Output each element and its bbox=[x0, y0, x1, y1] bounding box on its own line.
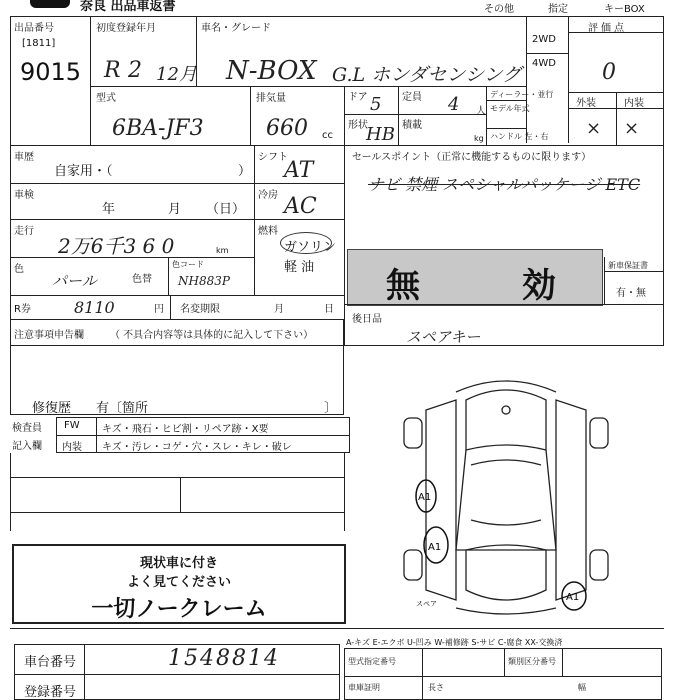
damage-mark-3: A1 bbox=[566, 592, 580, 603]
load-label: 積載 bbox=[402, 120, 422, 131]
history-close: ） bbox=[238, 164, 252, 179]
header-label-keybox: キーBOX bbox=[604, 4, 645, 15]
model-name-value: N-BOX bbox=[226, 56, 317, 86]
inspector-int-items: キズ・汚レ・コゲ・穴・スレ・キレ・破レ bbox=[102, 442, 292, 453]
displacement-value: 660 bbox=[266, 116, 308, 141]
color-label: 色 bbox=[14, 264, 24, 275]
repair-value: 有〔箇所 bbox=[96, 401, 149, 416]
no-claim-notice bbox=[12, 544, 346, 624]
damage-legend: A-キズ E-エクボ U-凹み W-補修跡 S-サビ C-腐食 XX-交換済 bbox=[346, 638, 563, 647]
capacity-label: 定員 bbox=[402, 92, 422, 103]
mileage-value: 2万6千3 6 0 bbox=[58, 234, 175, 258]
registration-label: 初度登録年月 bbox=[96, 23, 156, 34]
recycle-label: R券 bbox=[14, 304, 31, 315]
fuel-diesel: 軽 油 bbox=[284, 260, 315, 275]
header-label-other: その他 bbox=[484, 4, 514, 15]
dealer-label: ディーラー・並行 bbox=[490, 90, 554, 99]
repair-label: 修復歴 bbox=[32, 401, 72, 416]
inspector-int: 内装 bbox=[62, 442, 82, 453]
recycle-unit: 円 bbox=[154, 304, 164, 315]
registration-era: R bbox=[104, 58, 121, 83]
type-value: 6BA-JF3 bbox=[112, 116, 204, 141]
capacity-unit: 人 bbox=[476, 106, 486, 117]
damage-mark-2: A1 bbox=[428, 542, 442, 553]
company-name: 奈良 出品車返書 bbox=[80, 0, 176, 14]
lot-sub: [1811] bbox=[22, 38, 56, 49]
damage-mark-1: A1 bbox=[418, 492, 432, 503]
fuel-circle bbox=[280, 232, 332, 254]
void-stamp bbox=[347, 249, 603, 306]
car-damage-diagram bbox=[396, 370, 656, 620]
inspection-year: 年 bbox=[102, 202, 116, 217]
length-label: 長さ bbox=[428, 683, 444, 692]
options-value: スペアキー bbox=[406, 328, 481, 346]
inspector-fw-items: キズ・飛石・ヒビ割・リペア跡・X要 bbox=[102, 424, 269, 435]
displacement-label: 排気量 bbox=[256, 93, 286, 104]
model-year-label: モデル年式 bbox=[490, 104, 530, 113]
registration-year: 2 bbox=[128, 58, 142, 83]
class-code-label: 類別区分番号 bbox=[508, 657, 556, 666]
grade-eval-label: 評価点 bbox=[588, 23, 627, 34]
aircon-value: AC bbox=[284, 194, 317, 219]
history-value: 自家用・（ bbox=[54, 164, 113, 179]
plate-label: 登録番号 bbox=[24, 685, 77, 700]
repair-close: 〕 bbox=[324, 401, 338, 416]
model-grade-value: G.L ホンダセンシング bbox=[332, 64, 522, 86]
interior-value: × bbox=[624, 118, 640, 139]
type-label: 型式 bbox=[96, 93, 116, 104]
doors-value: 5 bbox=[370, 94, 382, 115]
shape-label: 形状 bbox=[348, 120, 368, 131]
warranty-label: 新車保証書 bbox=[608, 261, 648, 270]
recycle-value: 8110 bbox=[74, 298, 115, 317]
mileage-unit: km bbox=[216, 246, 229, 255]
aircon-label: 冷房 bbox=[258, 190, 278, 201]
width-label: 幅 bbox=[578, 683, 586, 692]
header-label-designated: 指定 bbox=[548, 4, 568, 15]
exterior-value: × bbox=[586, 118, 602, 139]
color-change-label: 色替 bbox=[132, 274, 152, 285]
grade-eval-value: 0 bbox=[602, 60, 616, 85]
handle-label: ハンドル 左・右 bbox=[490, 132, 549, 141]
drive-4wd: 4WD bbox=[532, 58, 556, 69]
load-unit: kg bbox=[474, 134, 484, 143]
inspector-label-1: 検査員 bbox=[12, 423, 42, 434]
sales-points-label: セールスポイント（正常に機能するものに限ります） bbox=[352, 152, 592, 163]
shift-value: AT bbox=[284, 158, 314, 183]
exterior-label: 外装 bbox=[576, 98, 596, 109]
chassis-value: 1548814 bbox=[168, 646, 280, 671]
color-value: パール bbox=[52, 272, 97, 290]
fuel-gasoline: ガソリン bbox=[284, 240, 337, 255]
model-name-label: 車名・グレード bbox=[201, 23, 271, 34]
fuel-label: 燃料 bbox=[258, 226, 278, 237]
capacity-value: 4 bbox=[448, 94, 460, 115]
displacement-unit: cc bbox=[322, 130, 333, 141]
name-change-month: 月 bbox=[274, 304, 284, 315]
color-code-label: 色コード bbox=[172, 260, 204, 269]
company-logo bbox=[30, 0, 70, 8]
history-label: 車歴 bbox=[14, 152, 34, 163]
header bbox=[0, 0, 700, 14]
name-change-label: 名変期限 bbox=[180, 304, 220, 315]
drive-2wd: 2WD bbox=[532, 34, 556, 45]
notes-hint: （ 不具合内容等は具体的に記入して下さい） bbox=[110, 330, 314, 341]
color-code-value: NH883P bbox=[178, 274, 230, 288]
inspection-day: （日） bbox=[206, 202, 246, 217]
warranty-value: 有・無 bbox=[616, 288, 646, 299]
inspector-label-2: 記入欄 bbox=[12, 441, 42, 452]
options-label: 後日品 bbox=[352, 314, 382, 325]
model-code-label: 型式指定番号 bbox=[348, 657, 396, 666]
sales-points-value: ナビ 禁煙 スペシャルパッケージ ETC bbox=[368, 175, 641, 194]
name-change-day: 日 bbox=[324, 304, 334, 315]
notice-line-2: よく見てください bbox=[126, 575, 231, 590]
notice-line-1: 現状車に付き bbox=[139, 556, 218, 571]
spare-label: スペア bbox=[416, 600, 437, 608]
notes-label: 注意事項申告欄 bbox=[14, 330, 84, 341]
registration-month: 12月 bbox=[156, 64, 197, 85]
inspection-month: 月 bbox=[168, 202, 182, 217]
void-char-1: 無 bbox=[386, 266, 420, 306]
shape-value: HB bbox=[366, 124, 395, 145]
inspector-fw: FW bbox=[64, 420, 80, 431]
inspector-block bbox=[10, 417, 350, 453]
interior-label: 内装 bbox=[624, 98, 644, 109]
lot-label: 出品番号 bbox=[14, 23, 54, 34]
mileage-label: 走行 bbox=[14, 226, 34, 237]
doors-label: ドア bbox=[348, 92, 368, 103]
shift-label: シフト bbox=[258, 152, 288, 163]
cert-label: 車庫証明 bbox=[348, 683, 380, 692]
inspection-label: 車検 bbox=[14, 190, 34, 201]
lot-number: 9015 bbox=[20, 58, 82, 86]
chassis-label: 車台番号 bbox=[24, 655, 77, 670]
notice-line-3: 一切ノークレーム bbox=[91, 597, 267, 622]
void-char-2: 効 bbox=[522, 266, 556, 306]
